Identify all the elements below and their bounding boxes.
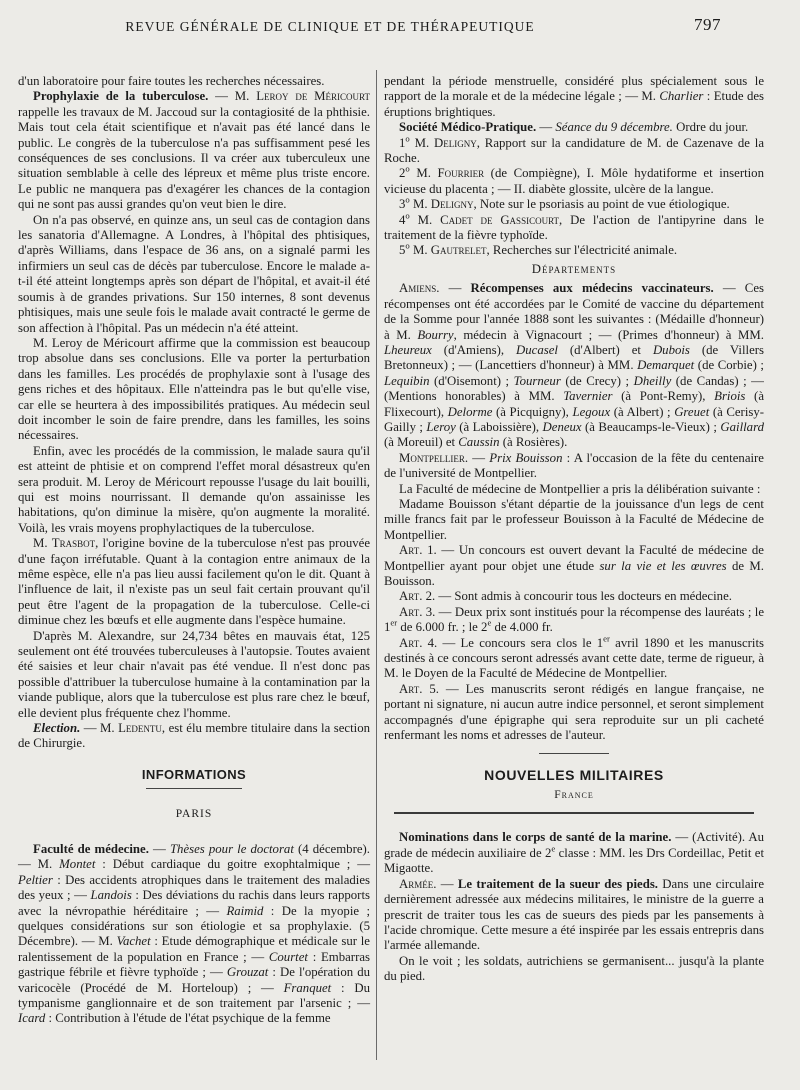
commission-critique-paragraph xyxy=(18,336,370,444)
text-run: , Note sur le psoriasis au point de vue étiologique. xyxy=(473,197,730,212)
text-run: , médecin à Vignacourt ; — (Primes d'honneur) à MM. xyxy=(453,327,764,342)
italic-text: Grouzat xyxy=(226,965,269,980)
text-run: : Embarras gastrique fébrile et fièvre typhoïde ; — xyxy=(18,949,370,980)
text-run: — M. xyxy=(208,89,257,104)
superscript: er xyxy=(603,633,610,644)
trasbot-paragraph xyxy=(18,536,370,628)
text-run: 5 xyxy=(399,243,406,258)
informations-heading: INFORMATIONS xyxy=(141,766,247,782)
armee-sueur-pieds-paragraph xyxy=(384,877,764,954)
text-run: (de Villers Bretonneux) ; — (Lancettiers d'honneur) à MM. xyxy=(384,342,764,373)
page-number: 797 xyxy=(694,15,721,34)
text-run: (de Corbie) ; xyxy=(694,358,764,373)
alexandre-paragraph xyxy=(18,629,370,721)
bold-lead: Le traitement de la sueur des pieds. xyxy=(457,876,658,891)
military-subheading: France xyxy=(554,789,594,802)
text-run: M. xyxy=(409,212,441,227)
small-caps-name: Deligny xyxy=(430,197,474,212)
small-caps-name: Leroy de Méricourt xyxy=(256,89,370,104)
small-caps-name: Amiens. xyxy=(399,281,440,296)
superscript: er xyxy=(390,617,398,628)
italic-text: Thèses pour le doctorat xyxy=(169,841,294,856)
text-run: On le voit ; les soldats, autrichiens se germanisent... jusqu'à la plante du pied. xyxy=(384,953,764,984)
text-run: de M. Bouisson. xyxy=(384,558,765,588)
text-run: Dans une circulaire dernièrement adressée aux médecins militaires, le ministre de la guerre a prescrit de traiter tous les cas de sueurs des pieds par les pansements à l'acide chromique. Cette mesure a été inspirée par les essais entrepris dans l'armée allemande. xyxy=(384,876,765,953)
contagion-observations-paragraph xyxy=(18,213,370,336)
faculte-medecine-theses-paragraph xyxy=(18,842,370,1027)
informations-section-header xyxy=(18,766,370,822)
text-run: Enfin, avec les procédés de la commission, le malade saura qu'il est atteint de phtisie et on comprend l'effet moral désastreux qu'en sera produit. M. Leroy de Méricourt repousse l'usage du lait bouilli, qui est moins nourrissant. Il demande qu'on assainisse les habitations, qu'on diminue la misère, qu'on augmente la moralité. Voilà, les vrais moyens prophylactiques de la tuberculose. xyxy=(18,443,370,535)
text-run: (4 décembre). — M. xyxy=(18,841,370,872)
small-caps-name: Cadet de Gassicourt xyxy=(440,212,560,227)
text-run: : Du tympanisme ganglionnaire et de son traitement par l'arsenic ; — xyxy=(18,980,370,1010)
text-run: : Des déviations du rachis dans leurs rapports avec la névropathie héréditaire ; — xyxy=(18,888,370,918)
city-subheading: PARIS xyxy=(175,807,213,820)
text-run: M. xyxy=(409,166,438,181)
italic-text: Lequibin xyxy=(384,373,430,388)
text-run: (à Moreuil) et xyxy=(384,435,459,450)
article-1 xyxy=(384,543,764,589)
superscript: o xyxy=(405,241,410,252)
text-run: 4 xyxy=(399,212,406,227)
text-run: Madame Bouisson s'étant départie de la jouissance d'un legs de cent mille francs fait par le professeur Bouisson à la Faculté de Médecine de Montpellier. xyxy=(384,496,764,542)
text-run: 3 xyxy=(399,197,406,212)
agenda-item-1 xyxy=(384,133,764,167)
italic-text: Ducasel xyxy=(516,342,558,357)
prophylaxie-tuberculose-paragraph xyxy=(18,89,370,212)
italic-text: Deneux xyxy=(542,419,582,434)
text-run: (à Flixecourt), xyxy=(384,389,764,419)
italic-text: Dubois xyxy=(652,342,690,357)
text-run: — Un concours est ouvert devant la Faculté de médecine de Montpellier ayant pour objet une étude xyxy=(384,543,764,573)
text-run: : Etude démographique et médicale sur le ralentissement de la population en France ; — xyxy=(18,934,370,964)
italic-text: Briois xyxy=(714,389,746,404)
text-run: : A l'occasion de la fête du centenaire de l'université de Montpellier. xyxy=(384,450,764,481)
small-caps-name: Art. 2. xyxy=(399,589,436,604)
article-2 xyxy=(384,589,764,604)
text-run: M. xyxy=(409,197,431,212)
italic-text: Caussin xyxy=(458,435,500,450)
text-run: (d'Albert) et xyxy=(557,342,653,357)
text-run: classe : MM. les Drs Cordeillac, Petit et Migaotte. xyxy=(384,845,764,876)
italic-text: Vachet xyxy=(116,934,151,949)
closing-remark-paragraph xyxy=(384,954,764,985)
small-caps-name: Armée. xyxy=(399,876,437,891)
left-column xyxy=(18,74,370,1027)
italic-text: Peltier xyxy=(18,872,53,887)
italic-text: Legoux xyxy=(572,404,611,419)
text-run: M. xyxy=(409,243,431,258)
superscript: o xyxy=(405,164,410,175)
italic-text: Leroy xyxy=(426,419,456,434)
effet-moral-paragraph xyxy=(18,444,370,536)
text-run: pendant la période menstruelle, considéré plus spécialement sous le rapport de la morale et de la médecine légale ; — M. xyxy=(384,74,764,104)
italic-text: Delorme xyxy=(447,404,493,419)
text-run: (à Albert) ; xyxy=(610,404,675,419)
text-run: (à Laboissière), xyxy=(455,419,543,434)
article-3 xyxy=(384,605,764,636)
text-run: — xyxy=(536,120,556,135)
superscript: e xyxy=(551,843,556,854)
italic-text: Tavernier xyxy=(563,389,613,404)
text-run: (de Compiègne), I. Môle hydatiforme et insertion vicieuse du placenta ; — II. diabète glossite, ulcère de la langue. xyxy=(384,166,764,196)
text-run: (de Crecy) ; xyxy=(560,373,634,388)
superscript: o xyxy=(405,194,410,205)
text-run: , De l'action de l'antipyrine dans le traitement de la fièvre typhoïde. xyxy=(384,212,764,243)
agenda-item-3 xyxy=(384,194,764,212)
section-rule-wide xyxy=(394,812,754,814)
small-caps-name: Art. 3. xyxy=(399,604,436,619)
text-run: — M. xyxy=(80,721,119,736)
text-run: (à Picquigny), xyxy=(492,404,573,419)
small-caps-name: Fourrier xyxy=(437,166,485,181)
italic-text: Séance du 9 décembre. xyxy=(555,120,673,135)
text-run: (à Rosières). xyxy=(499,435,568,450)
text-run: (d'Oisemont) ; xyxy=(429,373,514,388)
text-run: (à Pont-Remy), xyxy=(612,389,715,404)
journal-title: REVUE GÉNÉRALE DE CLINIQUE ET DE THÉRAPEUTIQUE xyxy=(125,19,535,34)
text-run: : Des accidents atrophiques dans le traitement des maladies des yeux ; — xyxy=(18,872,370,903)
text-run: La Faculté de médecine de Montpellier a pris la délibération suivante : xyxy=(399,481,761,496)
text-run: — Deux prix sont institués pour la récompense des lauréats ; le 1 xyxy=(384,604,764,635)
text-run: : De l'opération du varicocèle (Procédé de M. Horteloup) ; — xyxy=(18,965,370,995)
text-run: M. Leroy de Méricourt affirme que la commission est beaucoup trop absolue dans ses conclusions. Elle va porter la perturbation dans les familles. Les procédés de prophylaxie sont à l'usage des gens riches et des hôpitaux. Elle n'atteindra pas le but qu'elle vise, car elle se heurtera à des impossibilités pratiques. Au médecin seul doit incomber le soin de faire prendre, dans les familles, les soins nécessaires. xyxy=(18,335,370,443)
text-run: — Le concours sera clos le 1 xyxy=(437,635,604,650)
text-run: M. xyxy=(409,135,435,150)
running-header xyxy=(0,14,800,40)
military-section-header xyxy=(384,753,764,814)
text-run: : Etude des éruptions brightiques. xyxy=(384,89,765,119)
italic-text: Landois xyxy=(90,888,132,903)
theses-continuation-paragraph xyxy=(384,74,764,120)
text-run: 1 xyxy=(399,135,406,150)
bold-lead: Société Médico-Pratique. xyxy=(399,120,537,135)
italic-text: Courtet xyxy=(268,949,308,964)
italic-text: Raimid xyxy=(226,903,264,918)
text-run: : Début cardiaque du goitre exophtalmique ; — xyxy=(95,857,371,872)
italic-text: Prix Bouisson xyxy=(489,450,563,465)
right-column xyxy=(384,74,764,985)
bold-lead: Faculté de médecine. xyxy=(33,841,149,856)
continuation-paragraph xyxy=(18,74,370,89)
text-run: , Recherches sur l'électricité animale. xyxy=(486,243,678,258)
bold-lead: Nominations dans le corps de santé de la marine. xyxy=(399,830,672,845)
bold-lead: Prophylaxie de la tuberculose. xyxy=(33,89,209,104)
small-caps-name: Art. 1. xyxy=(399,543,437,558)
italic-text: Gaillard xyxy=(720,419,764,434)
italic-text: Franquet xyxy=(283,980,332,995)
text-run: , Rapport sur la candidature de M. de Cazenave de la Roche. xyxy=(384,135,764,166)
text-run: (d'Amiens), xyxy=(431,342,516,357)
small-caps-name: Gautrelet xyxy=(430,243,487,258)
superscript: o xyxy=(405,133,410,144)
small-caps-name: Ledentu xyxy=(118,721,162,736)
small-caps-name: Trasbot xyxy=(51,536,96,551)
text-run: de 6.000 fr. ; le 2 xyxy=(397,620,488,635)
text-run: — Sont admis à concourir tous les docteurs en médecine. xyxy=(435,589,732,604)
bold-italic-lead: Election. xyxy=(33,721,81,736)
text-run: Ordre du jour. xyxy=(672,120,749,135)
text-run: — xyxy=(148,841,170,856)
superscript: o xyxy=(405,210,410,221)
italic-text: Bourry xyxy=(417,327,454,342)
small-caps-name: Deligny xyxy=(434,135,477,150)
text-run: — xyxy=(439,281,471,296)
italic-text: Greuet xyxy=(674,404,710,419)
text-run: (de Candas) ; — (Mentions honorables) à MM. xyxy=(384,373,764,404)
bold-lead: Récompenses aux médecins vaccinateurs. xyxy=(470,281,714,296)
text-run: — xyxy=(468,450,490,465)
text-run: D'après M. Alexandre, sur 24,734 bêtes en mauvais état, 125 seulement ont été trouvées tuberculeuses à l'autopsie. Toutes avaient été saisies et leur chair n'avait pas été vendue. Il n'est donc pas possible d'attribuer la tuberculose humaine à la contamination par la viande publique, alors que la tuberculose est plus rare chez le bœuf, elle devient plus fréquente chez l'homme. xyxy=(18,628,370,720)
italic-text: sur la vie et les œuvres xyxy=(599,558,727,573)
amiens-paragraph xyxy=(384,281,764,450)
text-run: (à Beaucamps-le-Vieux) ; xyxy=(581,419,721,434)
agenda-item-5 xyxy=(384,243,764,258)
italic-text: Demarquet xyxy=(637,358,695,373)
text-run: rappelle les travaux de M. Jaccoud sur la contagiosité de la phthisie. Mais tout cela était scientifique et n'avait pas été lancé dans le public. Le congrès de la tuberculose n'a pas suffisamment pesé les conséquences de ses conclusions. Il va créer aux tuberculeux une situation semblable à celle des lépreux et même plus triste encore. Le public ne manquera pas d'exagérer les chances de la contagion qui ne sont pas aussi grandes qu'on veut bien le dire. xyxy=(18,104,370,212)
italic-text: Lheureux xyxy=(384,342,432,357)
bouisson-legs-paragraph xyxy=(384,497,764,543)
text-run: de 4.000 fr. xyxy=(491,620,553,635)
societe-medico-pratique-paragraph xyxy=(384,120,764,135)
text-run: : De la myopie ; quelques considérations sur son étiologie et sa prophylaxie. (5 Décembre). — M. xyxy=(18,903,370,949)
small-caps-name: Art. 4. xyxy=(399,635,438,650)
agenda-item-4 xyxy=(384,210,764,244)
departements-heading: Départements xyxy=(531,261,617,276)
text-run: — Les manuscrits seront rédigés en langue française, ne portant ni signature, ni aucun autre indice personnel, et seront simplement accompagnés d'une épigraphe qui sera reproduite sur un pli cacheté renfermant les noms et adresses de l'auteur. xyxy=(384,681,764,743)
agenda-item-2 xyxy=(384,166,764,197)
election-paragraph xyxy=(18,721,370,752)
article-5 xyxy=(384,682,764,744)
italic-text: Montet xyxy=(59,857,96,872)
text-run: , est élu membre titulaire dans la section de Chirurgie. xyxy=(18,721,370,751)
montpellier-paragraph xyxy=(384,451,764,482)
text-run: (à Cerisy-Gailly ; xyxy=(384,404,765,434)
text-run: d'un laboratoire pour faire toutes les recherches nécessaires. xyxy=(18,74,325,88)
text-run: avril 1890 et les manuscrits destinés à ce concours seront adressés avant cette date, terme de rigueur, à M. le Doyen de la Faculté de Médecine de Montpellier. xyxy=(384,635,764,681)
small-caps-name: Art. 5. xyxy=(399,681,439,696)
superscript: e xyxy=(487,617,492,628)
text-run: : Contribution à l'étude de l'état psychique de la femme xyxy=(45,1011,331,1026)
italic-text: Dheilly xyxy=(633,373,672,388)
nominations-paragraph xyxy=(384,830,764,876)
section-rule xyxy=(539,753,609,754)
italic-text: Icard xyxy=(18,1011,46,1026)
text-run: 2 xyxy=(399,166,406,181)
italic-text: Tourneur xyxy=(513,373,561,388)
article-4 xyxy=(384,633,764,682)
faculte-deliberation-paragraph xyxy=(384,482,764,497)
small-caps-name: Montpellier. xyxy=(399,450,469,465)
military-news-heading: NOUVELLES MILITAIRES xyxy=(484,767,664,784)
text-run: M. xyxy=(33,536,52,551)
italic-text: Charlier xyxy=(659,89,704,104)
text-run: , l'origine bovine de la tuberculose n'est pas prouvée d'une façon irréfutable. Quant à la contagion entre animaux de la même espèce, elle n'a pas lieu aussi facilement qu'on le dit. Quant à l'influence de lait, il n'existe pas un seul fait certain prouvant qu'il peut être l'agent de la propagation de la tuberculose. Celle-ci diminue chez les bœufs et elle augmente dans l'espèce humaine. xyxy=(18,536,370,628)
column-divider xyxy=(376,70,377,1060)
text-run: On n'a pas observé, en quinze ans, un seul cas de contagion dans les sanatoria d'Allemagne. A Londres, à l'hôpital des phtisiques, d'après Williams, dans l'espace de 36 ans, on a signalé parmi les infirmiers un seul cas de décès par tuberculose. Encore le malade a-t-il été atteint longtemps après son départ de l'hôpital, et avait-il été soumis à de grandes privations. Sur 150 internes, 8 sont devenus phtisiques, mais une seule fois le malade avait contracté le germe de son affection à l'hôpital. Pas un médecin n'a été atteint. xyxy=(18,212,370,335)
text-run: — xyxy=(436,876,458,891)
text-run: — (Activité). Au grade de médecin auxiliaire de 2 xyxy=(384,830,764,860)
text-run: — Ces récompenses ont été accordées par le Comité de vaccine du département de la Somme pour l'année 1888 sont les suivantes : (Médaille d'honneur) à M. xyxy=(384,281,764,342)
heading-rule xyxy=(146,788,242,789)
